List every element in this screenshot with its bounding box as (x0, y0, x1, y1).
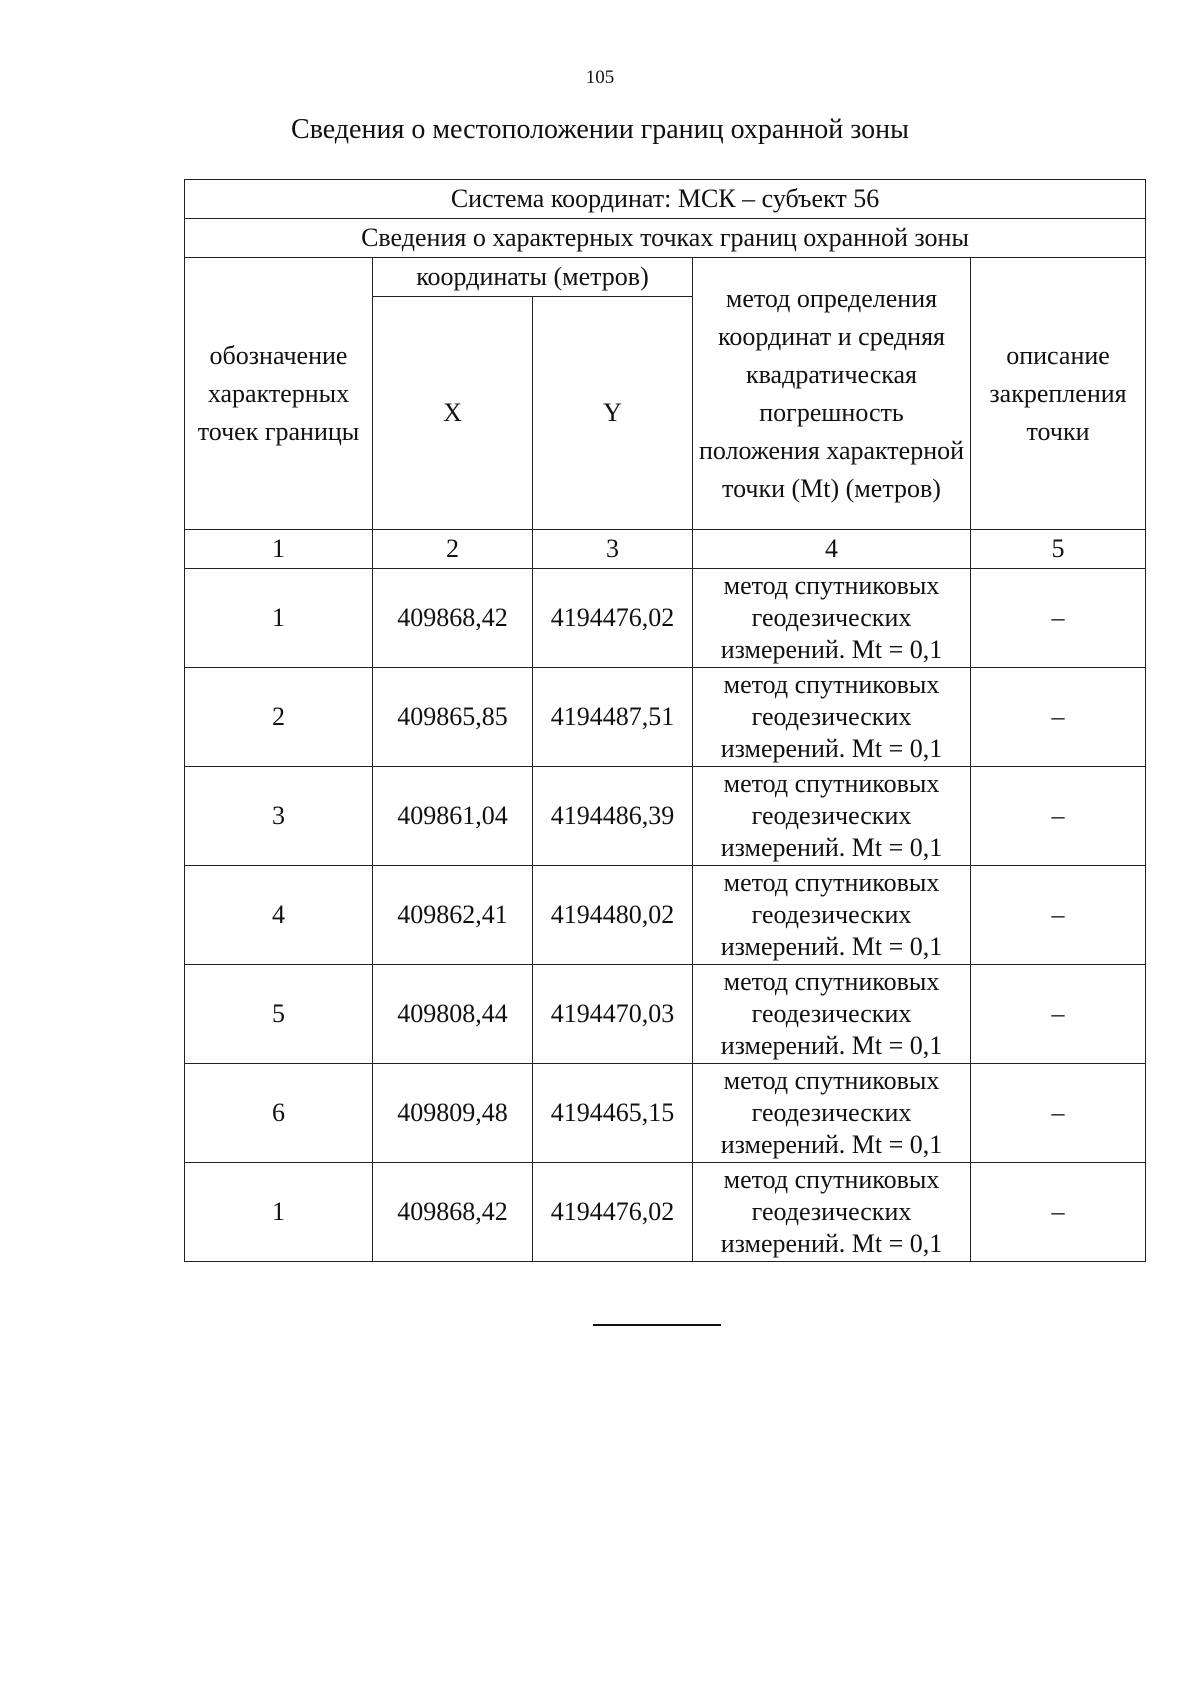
x-cell: 409868,42 (373, 569, 533, 668)
boundary-points-table (184, 179, 1146, 1262)
method-cell: метод спутниковых геодезических измерений. Mt = 0,1 (693, 866, 971, 965)
section-title-row (185, 219, 1146, 258)
column-number-row (185, 530, 1146, 569)
description-cell: – (971, 767, 1146, 866)
table-row (185, 965, 1146, 1064)
y-cell: 4194476,02 (533, 1163, 693, 1262)
table-row (185, 569, 1146, 668)
column-header-row (185, 258, 1146, 297)
column-number: 2 (373, 530, 533, 569)
point-cell: 4 (185, 866, 373, 965)
description-cell: – (971, 866, 1146, 965)
table-row (185, 1064, 1146, 1163)
x-cell: 409865,85 (373, 668, 533, 767)
x-cell: 409808,44 (373, 965, 533, 1064)
x-cell: 409861,04 (373, 767, 533, 866)
x-cell: 409862,41 (373, 866, 533, 965)
point-cell: 1 (185, 1163, 373, 1262)
description-cell: – (971, 668, 1146, 767)
y-cell: 4194476,02 (533, 569, 693, 668)
column-number: 1 (185, 530, 373, 569)
y-cell: 4194487,51 (533, 668, 693, 767)
description-cell: – (971, 1163, 1146, 1262)
end-separator-line (593, 1324, 721, 1326)
y-cell: 4194486,39 (533, 767, 693, 866)
y-cell: 4194465,15 (533, 1064, 693, 1163)
description-cell: – (971, 1064, 1146, 1163)
table-row (185, 668, 1146, 767)
section-title-cell: Сведения о характерных точках границ охранной зоны (185, 219, 1146, 258)
column-number: 4 (693, 530, 971, 569)
header-x: X (373, 297, 533, 530)
column-number: 5 (971, 530, 1146, 569)
description-cell: – (971, 965, 1146, 1064)
column-number: 3 (533, 530, 693, 569)
header-coordinates: координаты (метров) (373, 258, 693, 297)
table-row (185, 866, 1146, 965)
method-cell: метод спутниковых геодезических измерений. Mt = 0,1 (693, 1064, 971, 1163)
point-cell: 6 (185, 1064, 373, 1163)
point-cell: 2 (185, 668, 373, 767)
method-cell: метод спутниковых геодезических измерений. Mt = 0,1 (693, 668, 971, 767)
page-number: 105 (585, 67, 615, 88)
method-cell: метод спутниковых геодезических измерений. Mt = 0,1 (693, 1163, 971, 1262)
point-cell: 1 (185, 569, 373, 668)
table-row (185, 767, 1146, 866)
table-row (185, 1163, 1146, 1262)
page-title: Сведения о местоположении границ охранной зоны (291, 114, 909, 145)
header-description: описание закрепления точки (971, 258, 1146, 530)
x-cell: 409868,42 (373, 1163, 533, 1262)
method-cell: метод спутниковых геодезических измерений. Mt = 0,1 (693, 569, 971, 668)
point-cell: 5 (185, 965, 373, 1064)
x-cell: 409809,48 (373, 1064, 533, 1163)
coordinate-system-cell: Система координат: МСК – субъект 56 (185, 180, 1146, 219)
header-method: метод определения координат и средняя квадратическая погрешность положения характерной точки (Mt) (метров) (693, 258, 971, 530)
y-cell: 4194480,02 (533, 866, 693, 965)
y-cell: 4194470,03 (533, 965, 693, 1064)
header-point-designation: обозначение характерных точек границы (185, 258, 373, 530)
coordinate-system-row (185, 180, 1146, 219)
header-y: Y (533, 297, 693, 530)
description-cell: – (971, 569, 1146, 668)
method-cell: метод спутниковых геодезических измерений. Mt = 0,1 (693, 965, 971, 1064)
method-cell: метод спутниковых геодезических измерений. Mt = 0,1 (693, 767, 971, 866)
point-cell: 3 (185, 767, 373, 866)
